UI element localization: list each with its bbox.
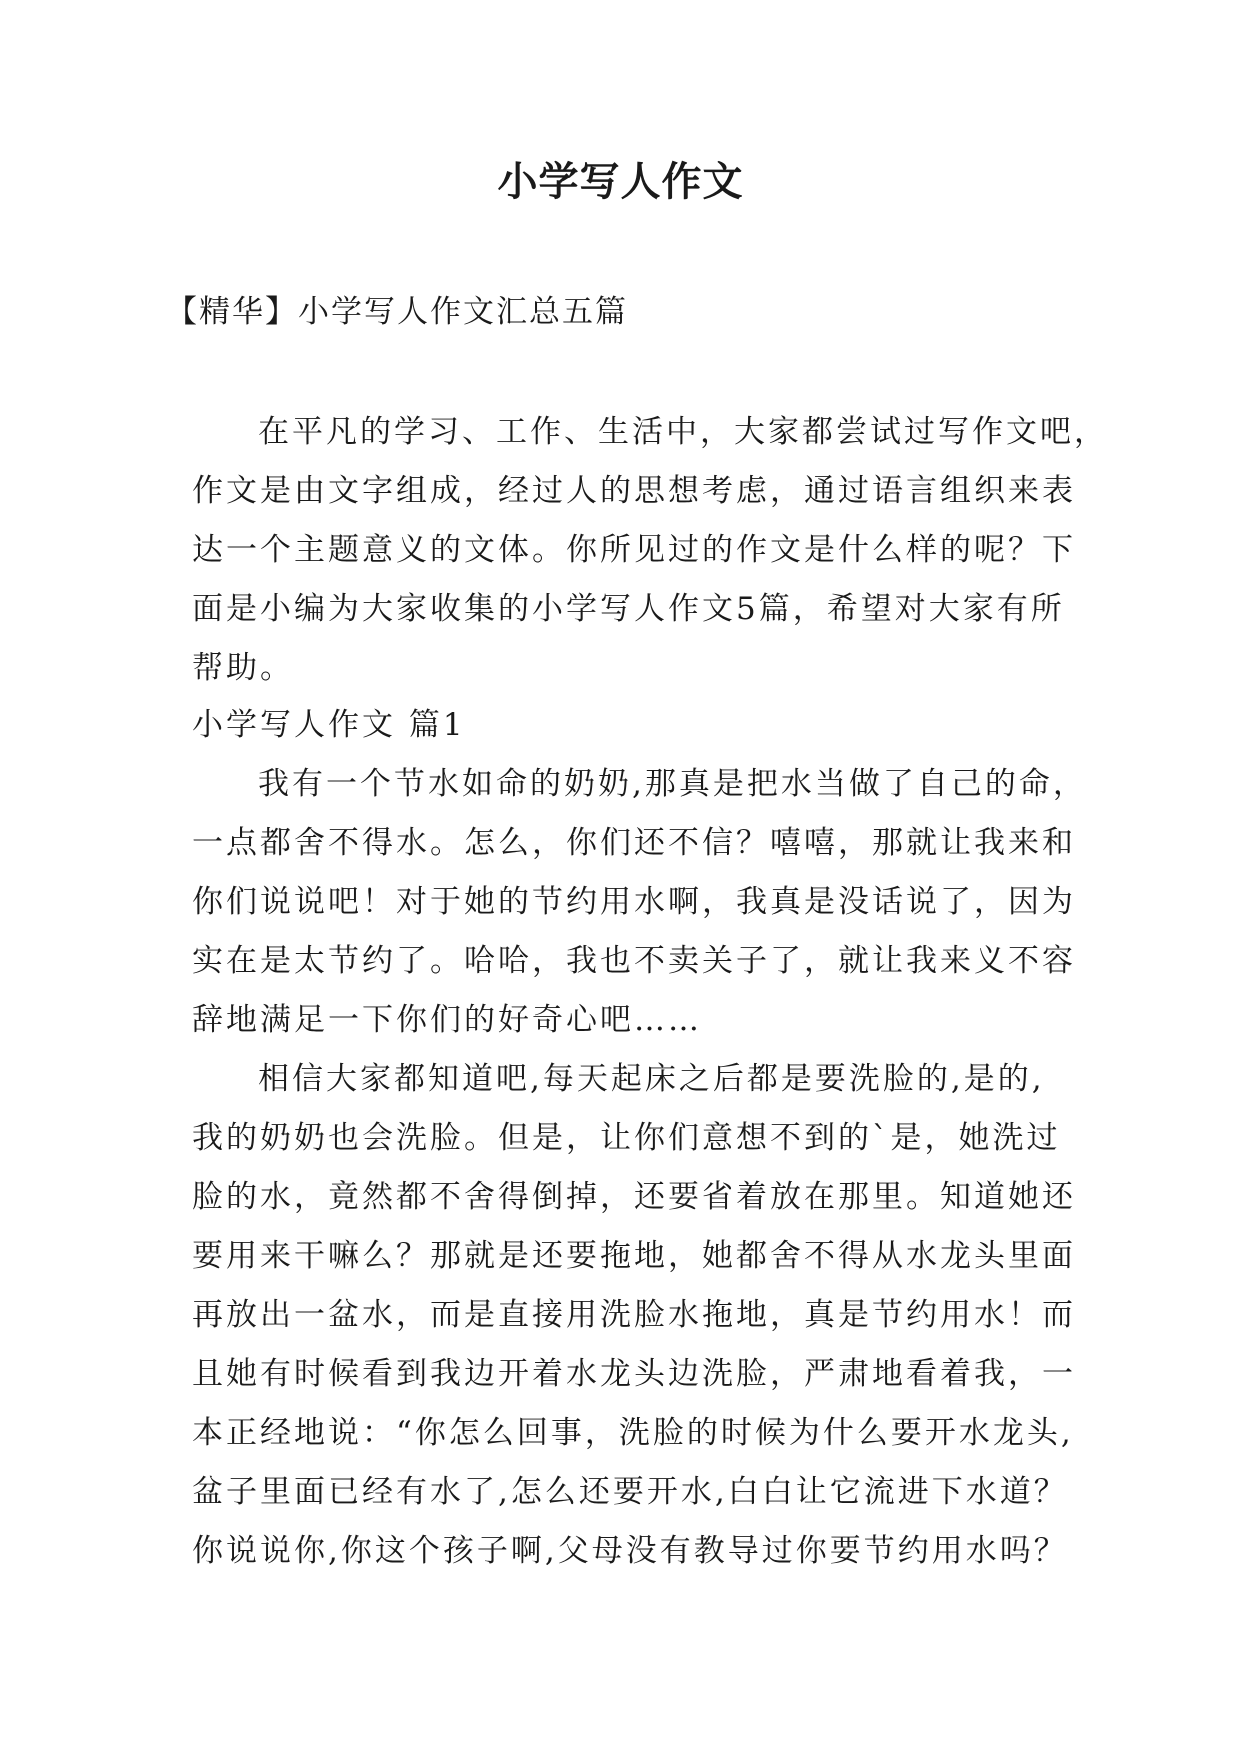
body-line: 帮助。 [192, 650, 294, 686]
document-subtitle: 【精华】小学写人作文汇总五篇 [166, 294, 628, 330]
body-line: 达一个主题意义的文体。你所见过的作文是什么样的呢？下 [192, 532, 1076, 568]
body-line: 再放出一盆水，而是直接用洗脸水拖地，真是节约用水！而 [192, 1297, 1076, 1333]
document-title: 小学写人作文 [497, 158, 744, 205]
body-line: 要用来干嘛么？那就是还要拖地，她都舍不得从水龙头里面 [192, 1238, 1076, 1274]
body-line: 盆子里面已经有水了,怎么还要开水,白白让它流进下水道？ [192, 1474, 1068, 1510]
body-line: 在平凡的学习、工作、生活中，大家都尝试过写作文吧， [258, 414, 1108, 450]
body-line: 面是小编为大家收集的小学写人作文5篇，希望对大家有所 [192, 591, 1065, 627]
body-line: 我的奶奶也会洗脸。但是，让你们意想不到的`是，她洗过 [192, 1120, 1061, 1156]
body-line: 相信大家都知道吧,每天起床之后都是要洗脸的,是的, [258, 1061, 1045, 1097]
body-line: 一点都舍不得水。怎么，你们还不信？嘻嘻，那就让我来和 [192, 825, 1076, 861]
body-line: 你们说说吧！对于她的节约用水啊，我真是没话说了，因为 [192, 884, 1076, 920]
body-line: 我有一个节水如命的奶奶,那真是把水当做了自己的命， [258, 766, 1087, 802]
body-line: 且她有时候看到我边开着水龙头边洗脸，严肃地看着我，一 [192, 1356, 1076, 1392]
body-line: 辞地满足一下你们的好奇心吧…… [192, 1002, 702, 1038]
body-line: 本正经地说：“你怎么回事，洗脸的时候为什么要开水龙头, [192, 1415, 1074, 1451]
body-line: 脸的水，竟然都不舍得倒掉，还要省着放在那里。知道她还 [192, 1179, 1076, 1215]
body-line: 你说说你,你这个孩子啊,父母没有教导过你要节约用水吗？ [192, 1533, 1068, 1569]
section-heading: 小学写人作文 篇1 [192, 707, 466, 743]
body-line: 实在是太节约了。哈哈，我也不卖关子了，就让我来义不容 [192, 943, 1076, 979]
body-line: 作文是由文字组成，经过人的思想考虑，通过语言组织来表 [192, 473, 1076, 509]
